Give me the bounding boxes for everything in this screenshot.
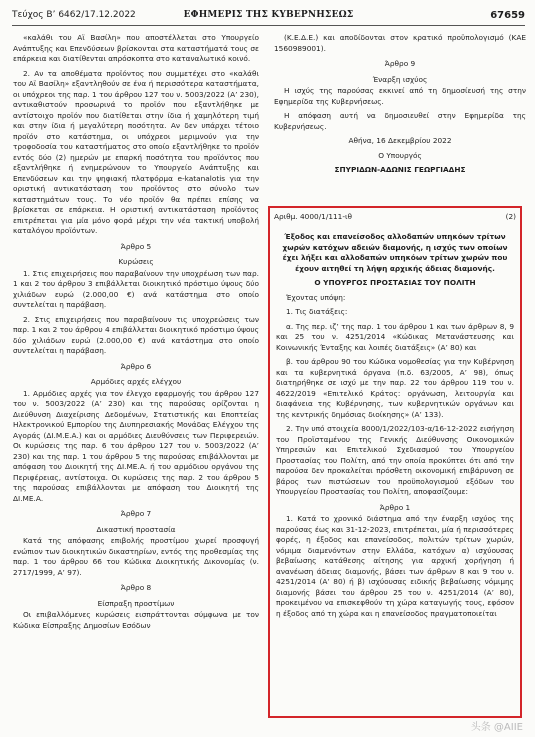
decision-number-row — [274, 212, 516, 223]
highlighted-decision — [268, 206, 522, 718]
considerations-paragraph: α. Της περ. ιζ’ της παρ. 1 του άρθρου 1 και των άρθρων 8, 9 και 25 του ν. 4251/2014 «Κώδικας Μετανάστευσης και Κοινωνικής Ένταξης και λοιπές διατάξεις» (Α’ 80) και — [276, 321, 514, 352]
article-1-text: 1. Κατά το χρονικό διάστημα από την έναρξη ισχύος της παρούσας έως και 31-12-2023, επιτρέπεται, μία ή περισσότερες φορές, η έξοδος και επανείσοδος, πολιτών τρίτων χωρών, νόμιμα διαμενόντων στην Ελλάδα, κατόχων α) ισχύουσας βεβαίωσης κατάθεσης αίτησης για αρχική χορήγηση ή ανανέωση άδειας διαμονής, βάσει των άρθρων 8 και 9 του ν. 4251/2014 (Α’ 80) ή β) ισχύουσας ειδικής βεβαίωσης νόμιμης διαμονής βάσει του άρθρου 25 του ν. 4251/2014 (Α’ 80), προκειμένου να επισκεφθούν τη χώρα καταγωγής τους, εφόσον η έξοδος από τη χώρα και η επανείσοδος πραγματοποιείται — [276, 514, 514, 618]
signature-line: Αθήνα, 16 Δεκεμβρίου 2022 — [348, 136, 452, 145]
signatory-name: ΣΠΥΡΙΔΩΝ-ΑΔΩΝΙΣ ΓΕΩΡΓΙΑΔΗΣ — [334, 165, 466, 174]
article-heading: Άρθρο 9 — [384, 59, 416, 68]
article-heading: Είσπραξη προστίμων — [97, 598, 175, 608]
issue-number: Τεύχος Β’ 6462/17.12.2022 — [12, 10, 136, 20]
article-1-heading: Άρθρο 1 — [379, 502, 411, 512]
paragraph: 1. Αρμόδιες αρχές για τον έλεγχο εφαρμογής του άρθρου 127 του ν. 5003/2022 (Α’ 230) και της παρούσας ορίζονται η Διεύθυνση Διαχείρισης Δεδομένων, Στατιστικής και Εποπτείας Ηλεκτρονικού Εμπορίου της Διυπηρεσιακής Μονάδας Ελέγχου της Αγοράς (ΔΙ.Μ.Ε.Α.) και οι αρμόδιες Διευθύνσεις των Περιφερειών. Οι κυρώσεις της παρ. 6 του άρθρου 127 του ν. 5003/2022 (Α’ 230) και της παρ. 1 του άρθρου 5 της παρούσας επιβάλλονται με απόφαση του Διοικητή της ΔΙ.ΜΕ.Α. ή του αρμόδιου οργάνου της Περιφέρειας, αντίστοιχα. Οι κυρώσεις της παρ. 2 του άρθρου 5 της παρούσας επιβάλλονται με απόφαση του Διοικητή της ΔΙ.ΜΕ.Α. — [13, 388, 259, 503]
page-header — [12, 10, 525, 24]
gazette-title: ΕΦΗΜΕΡΙΣ ΤΗΣ ΚΥΒΕΡΝΗΣΕΩΣ — [183, 10, 354, 20]
paragraph: 2. Στις επιχειρήσεις που παραβαίνουν τις υποχρεώσεις των παρ. 1 και 2 του άρθρου 4 επιβάλλεται διοικητικό πρόστιμο ύψους δύο χιλιάδων ευρώ (2.000,00 €) ανά κατάστημα στο οποίο συντελείται η παράβαση. — [13, 314, 259, 355]
left-column — [13, 33, 259, 733]
minister-heading: Ο ΥΠΟΥΡΓΟΣ ΠΡΟΣΤΑΣΙΑΣ ΤΟΥ ΠΟΛΙΤΗ — [314, 278, 476, 287]
paragraph: 2. Αν τα αποθέματα προϊόντος που συμμετέχει στο «καλάθι του Αϊ Βασίλη» εξαντληθούν σε ένα ή περισσότερα καταστήματα, οι υπόχρεοι της παρ. 1 του άρθρου 127 του ν. 5003/2022 (Α’ 230), αντικαθιστούν προσωρινά το προϊόν που εξαντλήθηκε με αντίστοιχο προϊόν που διατίθεται στην ίδια ή χαμηλότερη τιμή και στην ίδια ή μεγαλύτερη ποσότητα. Αν δεν υπάρχει τέτοιο προϊόν στο κατάστημα, οι υπόχρεοι μεριμνούν για την τροφοδοσία του καταστήματος στο οποίο εξαντλήθηκε το προϊόν εντός δύο (2) ημερών με επαρκή ποσότητα του προϊόντος που εξαντλήθηκε ή ενημερώνουν το Υπουργείο Ανάπτυξης και Επενδύσεων και την ψηφιακή πλατφόρμα e-katanalotis για την οριστική αντικατάσταση του προϊόντος στο σύνολο των καταστημάτων τους. Το νέο προϊόν θα πρέπει επίσης να βρίσκεται σε επάρκεια. Η οριστική αντικατάσταση προϊόντος επιτρέπεται για μία μόνο φορά μέχρι την νέα τακτική υποβολή καταλόγου προϊόντων. — [13, 68, 259, 235]
article-heading: Άρθρο 6 — [120, 361, 152, 371]
paragraph: (Κ.Ε.Δ.Ε.) και αποδίδονται στον κρατικό προϋπολογισμό (ΚΑΕ 1560989001). — [274, 33, 526, 53]
article-heading: Άρθρο 7 — [120, 509, 152, 518]
article-heading: Άρθρο 8 — [120, 583, 152, 592]
paragraph: Η απόφαση αυτή να δημοσιευθεί στην Εφημερίδα της Κυβερνήσεως. — [274, 111, 526, 131]
considerations-paragraph: β. του άρθρου 90 του Κώδικα νομοθεσίας για την Κυβέρνηση και τα κυβερνητικά όργανα (π.δ. 63/2005, Α’ 98), όπως διατηρήθηκε σε ισχύ με την παρ. 22 του άρθρου 119 του ν. 4622/2019 «Επιτελικό Κράτος: οργάνωση, λειτουργία και διαφάνεια της Κυβέρνησης, των κυβερνητικών οργάνων και της κεντρικής δημόσιας διοίκησης» (Α’ 133). — [276, 357, 514, 419]
decision-body — [276, 293, 514, 498]
paragraph: Η ισχύς της παρούσας εκκινεί από τη δημοσίευσή της στην Εφημερίδα της Κυβερνήσεως. — [274, 86, 526, 106]
right-column-top — [274, 33, 526, 213]
paragraph: «καλάθι του Αϊ Βασίλη» που αποστέλλεται στο Υπουργείο Ανάπτυξης και Επενδύσεων βρίσκονται στα καταστήματά τους σε επάρκεια και διατίθενται απρόσκοπτα στο καταναλωτικό κοινό. — [13, 33, 259, 63]
article-heading: Αρμόδιες αρχές ελέγχου — [90, 377, 182, 386]
article-heading: Άρθρο 5 — [120, 241, 152, 251]
paragraph: Οι επιβαλλόμενες κυρώσεις εισπράττονται σύμφωνα με τον Κώδικα Είσπραξης Δημοσίων Εσόδων — [13, 610, 259, 630]
considerations-paragraph: 1. Τις διατάξεις: — [286, 307, 348, 316]
article-heading: Έναρξη ισχύος — [372, 74, 428, 84]
decision-title: Έξοδος και επανείσοδος αλλοδαπών υπηκόων τρίτων χωρών κατόχων αδειών διαμονής, η ισχύς των οποίων έχει λήξει και αλλοδαπών υπηκόων τρίτων χωρών που έχουν αιτηθεί τη λήψη αρχικής άδειας διαμονής. — [282, 232, 508, 273]
paragraph: Κατά της απόφασης επιβολής προστίμου χωρεί προσφυγή ενώπιον των διοικητικών δικαστηρίων, εντός της προθεσμίας της παρ. 1 του άρθρου 66 του Κώδικα Διοικητικής Δικονομίας (ν. 2717/1999, Α’ 97). — [13, 536, 259, 577]
article-heading: Δικαστική προστασία — [96, 524, 176, 534]
header-rule — [12, 25, 525, 26]
considerations-paragraph: Έχοντας υπόψη: — [286, 292, 346, 302]
paragraph: 1. Στις επιχειρήσεις που παραβαίνουν την υποχρέωση των παρ. 1 και 2 του άρθρου 3 επιβάλλεται διοικητικό πρόστιμο ύψους δύο χιλιάδων ευρώ (2.000,00 €) ανά κατάστημα στο οποίο συντελείται η παράβαση. — [13, 268, 259, 309]
page-number: 67659 — [490, 10, 525, 21]
signature-line: Ο Υπουργός — [378, 150, 422, 160]
decision-number: Αριθμ. 4000/1/111-ιθ — [274, 212, 352, 221]
considerations-paragraph: 2. Την υπό στοιχεία 8000/1/2022/103-α/16-12-2022 εισήγηση του Προϊσταμένου της Γενικής Διεύθυνσης Οικονομικών Υπηρεσιών και Επιτελικού Σχεδιασμού του Υπουργείου Προστασίας του Πολίτη, από την οποία προκύπτει ότι από την παρούσα δεν προκαλείται πρόσθετη οικονομική επιβάρυνση σε βάρος των πιστώσεων του προϋπολογισμού εξόδων του Υπουργείου Προστασίας του Πολίτη, αποφασίζουμε: — [276, 424, 514, 496]
decision-content — [276, 232, 514, 716]
decision-index: (2) — [505, 212, 516, 221]
watermark: 头条 @ΑΙΙΕ — [470, 722, 523, 733]
article-heading: Κυρώσεις — [118, 257, 154, 266]
